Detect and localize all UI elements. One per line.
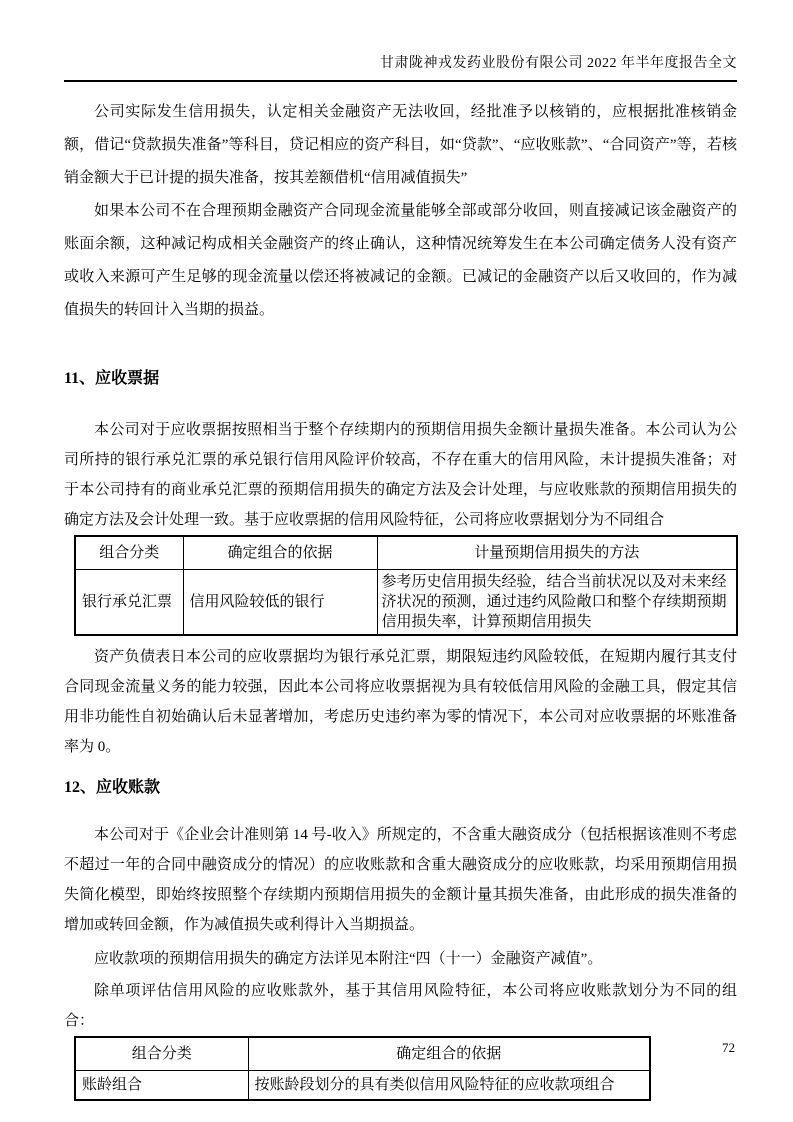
paragraph-notes-receivable-policy: 本公司对于应收票据按照相当于整个存续期内的预期信用损失金额计量损失准备。本公司认为公司所持的银行承兑汇票的承兑银行信用风险评价较高，不存在重大的信用风险，未计提损失准备；对于本公司持有的商业承兑汇票的预期信用损失的确定方法及会计处理，与应收账款的预期信用损失的确定方法及会计处理一致。基于应收票据的信用风险特征，公司将应收票据划分为不同组合	[64, 422, 737, 528]
paragraph-ecl-reference-note: 应收款项的预期信用损失的确定方法详见本附注“四（十一）金融资产减值”。	[94, 951, 603, 967]
page-content	[64, 78, 737, 1101]
cell-portfolio-class: 银行承兑汇票	[75, 570, 183, 636]
cell-portfolio-basis: 按账龄段划分的具有类似信用风险特征的应收款项组合	[248, 1071, 650, 1101]
notes-receivable-table	[74, 535, 738, 636]
column-header-portfolio-class: 组合分类	[75, 536, 183, 570]
cell-ecl-method: 参考历史信用损失经验，结合当前状况以及对未来经济状况的预测，通过违约风险敞口和整个存续期预期信用损失率，计算预期信用损失	[377, 570, 737, 636]
paragraph-accounts-receivable-policy: 本公司对于《企业会计准则第 14 号-收入》所规定的，不含重大融资成分（包括根据该准则不考虑不超过一年的合同中融资成分的情况）的应收账款和含重大融资成分的应收账款，均采用预期信用损失简化模型，即始终按照整个存续期内预期信用损失的金额计量其损失准备，由此形成的损失准备的增加或转回金额，作为减值损失或利得计入当期损益。	[64, 827, 737, 933]
paragraph-portfolio-division: 除单项评估信用风险的应收账款外，基于其信用风险特征，本公司将应收账款划分为不同的组合：	[64, 983, 737, 1029]
column-header-portfolio-basis: 确定组合的依据	[248, 1037, 650, 1071]
header-title: 甘肃陇神戎发药业股份有限公司 2022 年半年度报告全文	[380, 56, 737, 71]
table-header-row	[75, 536, 737, 570]
page-footer	[722, 1040, 735, 1056]
paragraph-bank-acceptance-risk: 资产负债表日本公司的应收票据均为银行承兑汇票，期限短违约风险较低，在短期内履行其支付合同现金流量义务的能力较强，因此本公司将应收票据视为具有较低信用风险的金融工具，假定其信用非功能性自初始确认后未显著增加，考虑历史违约率为零的情况下，本公司对应收票据的坏账准备率为 0。	[64, 649, 737, 755]
section-11-heading: 11、应收票据	[64, 370, 160, 387]
cell-portfolio-basis: 信用风险较低的银行	[183, 570, 377, 636]
page-number: 72	[722, 1040, 735, 1055]
page-header	[64, 0, 737, 82]
paragraph-derecognition-policy: 如果本公司不在合理预期金融资产合同现金流量能够全部或部分收回，则直接减记该金融资产的账面余额，这种减记构成相关金融资产的终止确认，这种情况统筹发生在本公司确定债务人没有资产或收入来源可产生足够的现金流量以偿还将被减记的金额。已减记的金融资产以后又收回的，作为减值损失的转回计入当期的损益。	[64, 203, 737, 318]
column-header-portfolio-basis: 确定组合的依据	[183, 536, 377, 570]
section-12-heading: 12、应收账款	[64, 779, 161, 796]
table-row	[75, 570, 737, 636]
table-row	[75, 1071, 650, 1101]
table-header-row	[75, 1037, 650, 1071]
column-header-ecl-method: 计量预期信用损失的方法	[377, 536, 737, 570]
cell-portfolio-class: 账龄组合	[75, 1071, 248, 1101]
column-header-portfolio-class: 组合分类	[75, 1037, 248, 1071]
paragraph-writeoff-policy: 公司实际发生信用损失，认定相关金融资产无法收回，经批准予以核销的，应根据批准核销金额，借记“贷款损失准备”等科目，贷记相应的资产科目，如“贷款”、“应收账款”、“合同资产”等，若核销金额大于已计提的损失准备，按其差额借机“信用减值损失”	[64, 104, 737, 186]
accounts-receivable-table	[74, 1036, 651, 1101]
